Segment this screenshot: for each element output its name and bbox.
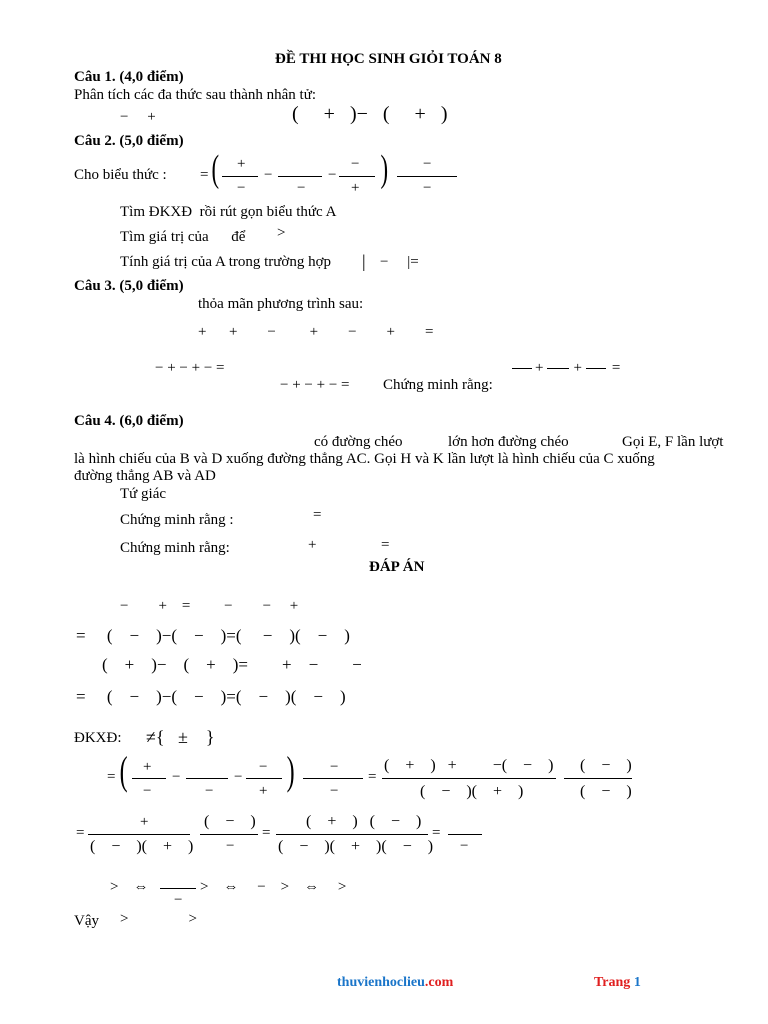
cau2-frac1-den: − bbox=[237, 180, 246, 196]
cau2-label: Cho biểu thức : bbox=[74, 167, 167, 183]
cau2-eq: = bbox=[200, 167, 209, 183]
answer-row-b-f2-num: ( − ) bbox=[204, 813, 256, 830]
answer-row-a-eq2: = bbox=[368, 769, 377, 785]
answer-row-a-f6-line bbox=[564, 778, 632, 779]
answer-row-a-f4-num: − bbox=[330, 759, 339, 775]
answer-row-b-f2-den: − bbox=[226, 838, 235, 854]
footer-site-tld: .com bbox=[424, 975, 454, 990]
footer-page bbox=[594, 976, 641, 990]
cau2-frac3-den: + bbox=[351, 180, 360, 196]
cau2-item-b: Tìm giá trị của để bbox=[120, 229, 246, 245]
cau2-frac4-num: − bbox=[423, 156, 432, 172]
answer-row-b-f1-num: + bbox=[140, 814, 149, 830]
footer-page-number: 1 bbox=[633, 975, 641, 990]
cau2-frac2-line bbox=[278, 176, 322, 177]
cau2-frac4-line bbox=[397, 176, 457, 177]
answer-row-b-eq2: = bbox=[262, 825, 271, 841]
answer-row-b-f3-den: ( − )( + )( − ) bbox=[278, 838, 434, 855]
footer-site[interactable] bbox=[337, 976, 453, 990]
cau2-item-c-sym: − |= bbox=[380, 254, 419, 270]
cau4-line1a: có đường chéo bbox=[314, 434, 403, 450]
answer-row-a-f6-den: ( − ) bbox=[580, 783, 632, 800]
footer-page-label: Trang bbox=[594, 975, 631, 990]
answer-row-c-part-a: > ⇔ bbox=[110, 879, 149, 895]
answer-row-a-minus1: − bbox=[172, 769, 181, 785]
cau1-expr-b: ( + )− ( + ) bbox=[292, 103, 448, 125]
answer-row-a-f2-line bbox=[186, 778, 228, 779]
cau1-heading: Câu 1. (4,0 điểm) bbox=[74, 69, 184, 85]
cau4-line1c: Gọi E, F lần lượt bbox=[622, 434, 724, 450]
answer-row-b-f2-line bbox=[200, 834, 258, 835]
answer-row-b-f4-den: − bbox=[460, 838, 469, 854]
cau2-minus2: − bbox=[328, 167, 337, 183]
cau2-frac2-den: − bbox=[297, 180, 306, 196]
cau2-item-a: Tìm ĐKXĐ rồi rút gọn biểu thức A bbox=[120, 204, 337, 220]
answer-row-c-frac-den: − bbox=[174, 892, 183, 908]
answer-row-a-minus2: − bbox=[234, 769, 243, 785]
answer-row-b-eq: = bbox=[76, 825, 85, 841]
cau2-heading: Câu 2. (5,0 điểm) bbox=[74, 133, 184, 149]
answer-row1: − + = − − + bbox=[120, 598, 299, 614]
cau3-prove: Chứng minh rằng: bbox=[383, 377, 493, 393]
page-title: ĐỀ THI HỌC SINH GIỎI TOÁN 8 bbox=[275, 51, 502, 67]
cau2-item-b-sym: > bbox=[277, 225, 286, 241]
answer-row-a-f1-line bbox=[132, 778, 166, 779]
answer-row-a-f3-num: − bbox=[259, 759, 268, 775]
answer-row-b-f3-num: ( + ) ( − ) bbox=[306, 813, 422, 830]
cau4-item-a: Tứ giác bbox=[120, 486, 167, 502]
answer-row-a-f1-den: − bbox=[143, 783, 152, 799]
cau4-heading: Câu 4. (6,0 điểm) bbox=[74, 413, 184, 429]
cau4-item-c-sym2: = bbox=[381, 537, 390, 553]
answer-row-b-eq3: = bbox=[432, 825, 441, 841]
cau3-frac-line-1 bbox=[512, 368, 532, 369]
cau4-line2: là hình chiếu của B và D xuống đường thẳng AC. Gọi H và K lần lượt là hình chiếu của C xuống bbox=[74, 451, 655, 467]
cau4-item-b: Chứng minh rằng : bbox=[120, 512, 234, 528]
answer-dkxd-set: ≠{ ± } bbox=[146, 727, 215, 747]
footer-site-main: thuvienhoclieu bbox=[337, 975, 425, 990]
answer-row-a-f6-num: ( − ) bbox=[580, 757, 632, 774]
cau4-item-b-sym: = bbox=[313, 507, 322, 523]
answer-row-a-f1-num: + bbox=[143, 759, 152, 775]
cau1-expr-a: − + bbox=[120, 109, 156, 125]
cau2-frac3-num: − bbox=[351, 156, 360, 172]
answer-row4: = ( − )−( − )=( − )( − ) bbox=[76, 687, 346, 706]
cau3-line2: + + − + − + = bbox=[198, 324, 434, 340]
answer-row-a-f3-den: + bbox=[259, 783, 268, 799]
answer-row2: = ( − )−( − )=( − )( − ) bbox=[76, 626, 350, 645]
answer-row-c-part-b: > ⇔ − > ⇔ > bbox=[200, 879, 347, 895]
cau2-frac3-line bbox=[339, 176, 375, 177]
cau2-frac1-num: + bbox=[237, 156, 246, 172]
answer-row-b-f1-line bbox=[88, 834, 190, 835]
cau3-line4: − + − + − = bbox=[280, 377, 350, 393]
cau1-prompt: Phân tích các đa thức sau thành nhân tử: bbox=[74, 87, 317, 103]
cau4-line1b: lớn hơn đường chéo bbox=[448, 434, 569, 450]
cau2-lparen: ( bbox=[211, 148, 220, 190]
cau3-heading: Câu 3. (5,0 điểm) bbox=[74, 278, 184, 294]
cau4-item-c: Chứng minh rằng: bbox=[120, 540, 230, 556]
answer-row-a-rparen: ) bbox=[286, 748, 295, 793]
cau2-minus1: − bbox=[264, 167, 273, 183]
answer-row-a-f5-num: ( + ) + −( − ) bbox=[384, 757, 554, 774]
answer-row-a-f4-line bbox=[303, 778, 363, 779]
cau3-line1: thỏa mãn phương trình sau: bbox=[198, 296, 364, 312]
answer-row-b-f4-line bbox=[448, 834, 482, 835]
cau4-line3: đường thẳng AB và AD bbox=[74, 468, 216, 484]
answer-row-a-f4-den: − bbox=[330, 783, 339, 799]
cau4-item-c-sym1: + bbox=[308, 537, 317, 553]
answer-row-b-f3-line bbox=[276, 834, 428, 835]
cau2-frac1-line bbox=[222, 176, 258, 177]
answer-row-a-f3-line bbox=[246, 778, 282, 779]
answer-row-c-frac-line bbox=[160, 888, 196, 889]
cau3-line3b: + + = bbox=[535, 360, 621, 376]
answer-heading: ĐÁP ÁN bbox=[369, 559, 425, 575]
answer-row-a-lparen: ( bbox=[119, 748, 128, 793]
answer-dkxd: ĐKXĐ: bbox=[74, 730, 122, 746]
answer-conclusion-label: Vậy bbox=[74, 913, 99, 929]
cau2-frac4-den: − bbox=[423, 180, 432, 196]
cau2-item-c: Tính giá trị của A trong trường hợp bbox=[120, 254, 332, 270]
answer-row-b-f1-den: ( − )( + ) bbox=[90, 838, 194, 855]
answer-row-a-f5-den: ( − )( + ) bbox=[420, 783, 524, 800]
answer-row-a-f2-den: − bbox=[205, 783, 214, 799]
answer-row-a-f5-line bbox=[382, 778, 556, 779]
answer-conclusion-sym: > > bbox=[120, 911, 197, 927]
cau3-line3: − + − + − = bbox=[155, 360, 225, 376]
cau2-rparen: ) bbox=[380, 148, 389, 190]
cau2-item-c-bar: | bbox=[362, 251, 366, 271]
answer-row-a-eq: = bbox=[107, 769, 116, 785]
answer-row3: ( + )− ( + )= + − − bbox=[102, 655, 362, 674]
